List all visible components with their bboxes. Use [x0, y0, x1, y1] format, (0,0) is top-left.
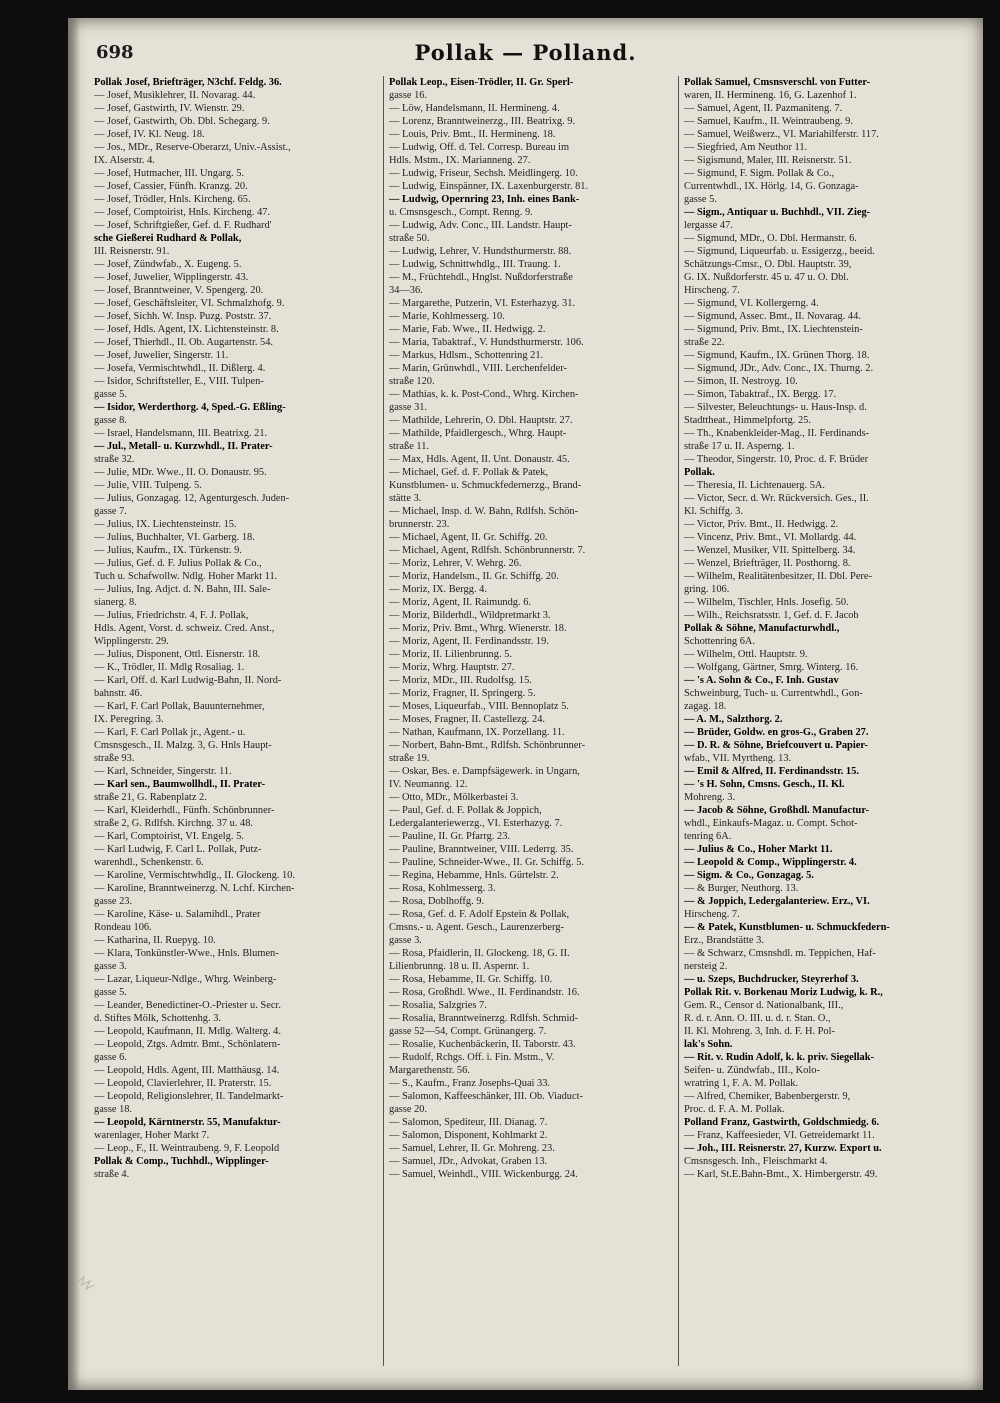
directory-entry: — Paul, Gef. d. F. Pollak & Joppich,: [389, 805, 542, 816]
directory-entry: — Karl Ludwig, F. Carl L. Pollak, Putz-: [94, 844, 262, 855]
directory-entry: — Leop., F., II. Weintraubeng. 9, F. Leopold: [94, 1143, 280, 1154]
directory-entry: — Samuel, Weinhdl., VIII. Wickenburgg. 24.: [389, 1169, 578, 1180]
directory-entry: Mohreng. 3.: [684, 792, 736, 803]
directory-entry: — Julius, Buchhalter, VI. Garberg. 18.: [94, 532, 255, 543]
directory-entry: — Moriz, Priv. Bmt., Whrg. Wienerstr. 18.: [389, 623, 567, 634]
directory-entry: — Karl sen., Baumwollhdl., II. Prater-: [94, 779, 266, 790]
directory-entry: — D. R. & Söhne, Briefcouvert u. Papier-: [684, 740, 869, 751]
directory-entry: — Sigmund, Liqueurfab. u. Essigerzg., beeid.: [684, 246, 875, 257]
directory-entry: — Wenzel, Musiker, VII. Spittelberg. 34.: [684, 545, 856, 556]
column-2: [389, 76, 672, 1376]
directory-entry: — & Joppich, Ledergalanteriew. Erz., VI.: [684, 896, 870, 907]
directory-entry: — Karoline, Käse- u. Salamihdl., Prater: [94, 909, 261, 920]
directory-entry: — Otto, MDr., Mölkerbastei 3.: [389, 792, 519, 803]
directory-entry: Hdls. Agent, Vorst. d. schweiz. Cred. Anst.,: [94, 623, 275, 634]
directory-entry: IX. Peregring. 3.: [94, 714, 164, 725]
directory-entry: Ledergalanteriewerzg., VI. Esterhazyg. 7.: [389, 818, 563, 829]
directory-entry: — Karoline, Vermischtwhdlg., II. Glockeng. 10.: [94, 870, 295, 881]
directory-entry: — Karoline, Branntweinerzg. N. Lchf. Kirchen-: [94, 883, 295, 894]
directory-entry: — Moriz, Fragner, II. Springerg. 5.: [389, 688, 536, 699]
directory-entry: — Th., Knabenkleider-Mag., II. Ferdinands-: [684, 428, 870, 439]
directory-entry: — Sigmund, JDr., Adv. Conc., IX. Thurng. 2.: [684, 363, 874, 374]
running-title: Pollak — Polland.: [414, 40, 637, 65]
directory-entry: — Karl, Comptoirist, VI. Engelg. 5.: [94, 831, 244, 842]
directory-entry: — Markus, Hdlsm., Schottenring 21.: [389, 350, 544, 361]
directory-entry: — Sigmund, F. Sigm. Pollak & Co.,: [684, 168, 835, 179]
directory-entry: gring. 106.: [684, 584, 730, 595]
directory-entry: — 's H. Sohn, Cmsns. Gesch., II. Kl.: [684, 779, 845, 790]
directory-entry: u. Cmsnsgesch., Compt. Renng. 9.: [389, 207, 533, 218]
directory-entry: — Karl, Schneider, Singerstr. 11.: [94, 766, 232, 777]
directory-entry: — Victor, Secr. d. Wr. Rückversich. Ges., II.: [684, 493, 869, 504]
directory-entry: — Ludwig, Friseur, Sechsh. Meidlingerg. 10.: [389, 168, 578, 179]
directory-entry: — Michael, Insp. d. W. Bahn, Rdlfsh. Schön-: [389, 506, 579, 517]
directory-entry: — Julius, Gef. d. F. Julius Pollak & Co.,: [94, 558, 262, 569]
directory-entry: Schweinburg, Tuch- u. Currentwhdl., Gon-: [684, 688, 863, 699]
directory-entry: — Ludwig, Einspänner, IX. Laxenburgerstr. 81.: [389, 181, 589, 192]
directory-entry: IX. Alserstr. 4.: [94, 155, 155, 166]
directory-entry: — Vincenz, Priv. Bmt., VI. Mollardg. 44.: [684, 532, 857, 543]
directory-entry: — Julius, IX. Liechtensteinstr. 15.: [94, 519, 237, 530]
directory-entry: Pollak Leop., Eisen-Trödler, II. Gr. Sperl-: [389, 77, 574, 88]
directory-entry: — Oskar, Bes. e. Dampfsägewerk. in Ungarn,: [389, 766, 580, 777]
directory-entry: — Moriz, II. Lilienbrunng. 5.: [389, 649, 512, 660]
directory-page: [68, 18, 983, 1390]
directory-entry: — Samuel, Agent, II. Pazmaniteng. 7.: [684, 103, 843, 114]
directory-entry: warenhdl., Schenkenstr. 6.: [94, 857, 204, 868]
directory-entry: — Leopold, Hdls. Agent, III. Matthäusg. 14.: [94, 1065, 280, 1076]
directory-entry: — u. Szeps, Buchdrucker, Steyrerhof 3.: [684, 974, 859, 985]
directory-columns: [94, 76, 974, 1376]
directory-entry: — Karl, F. Carl Pollak, Bauunternehmer,: [94, 701, 265, 712]
directory-entry: stätte 3.: [389, 493, 422, 504]
directory-entry: — Nathan, Kaufmann, IX. Porzellang. 11.: [389, 727, 565, 738]
directory-entry: — Lorenz, Branntweinerzg., III. Beatrixg. 9.: [389, 116, 576, 127]
directory-entry: — Karl, Off. d. Karl Ludwig-Bahn, II. Nord-: [94, 675, 282, 686]
directory-entry: — Josef, Comptoirist, Hnls. Kircheng. 47.: [94, 207, 271, 218]
directory-entry: — Ludwig, Schnittwhdlg., III. Traung. 1.: [389, 259, 561, 270]
directory-entry: — A. M., Salzthorg. 2.: [684, 714, 783, 725]
directory-entry: — Franz, Kaffeesieder, VI. Getreidemarkt 11.: [684, 1130, 875, 1141]
directory-entry: R. d. r. Ann. O. III. u. d. r. Stan. O.,: [684, 1013, 831, 1024]
directory-entry: — Jul., Metall- u. Kurzwhdl., II. Prater-: [94, 441, 273, 452]
directory-entry: — Moriz, Agent, II. Raimundg. 6.: [389, 597, 531, 608]
directory-entry: — Josef, Branntweiner, V. Spengerg. 20.: [94, 285, 264, 296]
directory-entry: G. IX. Nußdorferstr. 45 u. 47 u. O. Dbl.: [684, 272, 849, 283]
directory-entry: — Regina, Hebamme, Hnls. Gürtelstr. 2.: [389, 870, 559, 881]
directory-entry: — Samuel, Weißwerz., VI. Mariahilferstr. 117.: [684, 129, 879, 140]
directory-entry: gasse 3.: [389, 935, 422, 946]
directory-entry: Pollak & Söhne, Manufacturwhdl.,: [684, 623, 840, 634]
directory-entry: Pollak & Comp., Tuchhdl., Wipplinger-: [94, 1156, 269, 1167]
directory-entry: — Rosa, Kohlmesserg. 3.: [389, 883, 496, 894]
directory-entry: Schottenring 6A.: [684, 636, 755, 647]
directory-entry: — Leopold & Comp., Wipplingerstr. 4.: [684, 857, 857, 868]
directory-entry: — Julius, Friedrichstr. 4, F. J. Pollak,: [94, 610, 249, 621]
directory-entry: Polland Franz, Gastwirth, Goldschmiedg. 6.: [684, 1117, 880, 1128]
directory-entry: — Josef, Geschäftsleiter, VI. Schmalzhofg. 9.: [94, 298, 285, 309]
directory-entry: — Josef, Zündwfab., X. Eugeng. 5.: [94, 259, 242, 270]
directory-entry: — Wilhelm, Ottl. Hauptstr. 9.: [684, 649, 808, 660]
directory-entry: — Leopold, Kärntnerstr. 55, Manufaktur-: [94, 1117, 281, 1128]
directory-entry: Tuch u. Schafwollw. Ndlg. Hoher Markt 11.: [94, 571, 278, 582]
directory-entry: straße 22.: [684, 337, 725, 348]
directory-entry: — Isidor, Schriftsteller, E., VIII. Tulpen-: [94, 376, 264, 387]
directory-entry: — Israel, Handelsmann, III. Beatrixg. 21.: [94, 428, 268, 439]
directory-entry: Erz., Brandstätte 3.: [684, 935, 764, 946]
directory-entry: — Julius, Gonzagag. 12, Agenturgesch. Juden-: [94, 493, 290, 504]
directory-entry: — & Patek, Kunstblumen- u. Schmuckfedern-: [684, 922, 890, 933]
directory-entry: — Leopold, Religionslehrer, II. Tandelmarkt-: [94, 1091, 284, 1102]
directory-entry: straße 19.: [389, 753, 430, 764]
directory-entry: — Mathilde, Lehrerin, O. Dbl. Hauptstr. 27.: [389, 415, 573, 426]
directory-entry: — Maria, Tabaktraf., V. Hundsthurmerstr. 106.: [389, 337, 584, 348]
directory-entry: Gem. R., Censor d. Nationalbank, III.,: [684, 1000, 844, 1011]
directory-entry: — Moriz, Lehrer, V. Wehrg. 26.: [389, 558, 522, 569]
directory-entry: — Sigmund, Kaufm., IX. Grünen Thorg. 18.: [684, 350, 870, 361]
directory-entry: straße 120.: [389, 376, 435, 387]
directory-entry: — Moriz, Whrg. Hauptstr. 27.: [389, 662, 515, 673]
directory-entry: d. Stiftes Mölk, Schottenhg. 3.: [94, 1013, 221, 1024]
directory-entry: nersteig 2.: [684, 961, 728, 972]
directory-entry: straße 21, G. Rabenplatz 2.: [94, 792, 207, 803]
directory-entry: gasse 7.: [94, 506, 127, 517]
directory-entry: — Theodor, Singerstr. 10, Proc. d. F. Brüder: [684, 454, 869, 465]
directory-entry: gasse 18.: [94, 1104, 133, 1115]
directory-entry: — Klara, Tonkünstler-Wwe., Hnls. Blumen-: [94, 948, 279, 959]
directory-entry: — Rudolf, Rchgs. Off. i. Fin. Mstm., V.: [389, 1052, 555, 1063]
directory-entry: Lilienbrunng. 18 u. II. Aspernr. 1.: [389, 961, 530, 972]
column-1: [94, 76, 377, 1376]
directory-entry: — Rosa, Pfaidlerin, II. Glockeng. 18, G. II.: [389, 948, 570, 959]
directory-entry: lergasse 47.: [684, 220, 733, 231]
directory-entry: — Theresia, II. Lichtenauerg. 5A.: [684, 480, 825, 491]
directory-entry: — Sigmund, MDr., O. Dbl. Hermanstr. 6.: [684, 233, 857, 244]
directory-entry: — Wolfgang, Gärtner, Smrg. Winterg. 16.: [684, 662, 859, 673]
directory-entry: gasse 20.: [389, 1104, 428, 1115]
directory-entry: — Sigmund, Priv. Bmt., IX. Liechtenstein-: [684, 324, 863, 335]
directory-entry: — Josefa, Vermischtwhdl., II. Dißlerg. 4.: [94, 363, 266, 374]
directory-entry: — Karl, St.E.Bahn-Bmt., X. Himbergerstr. 49.: [684, 1169, 878, 1180]
directory-entry: — Alfred, Chemiker, Babenbergerstr. 9,: [684, 1091, 851, 1102]
directory-entry: Rondeau 106.: [94, 922, 152, 933]
directory-entry: — Löw, Handelsmann, II. Hermineng. 4.: [389, 103, 560, 114]
directory-entry: — Victor, Priv. Bmt., II. Hedwigg. 2.: [684, 519, 839, 530]
directory-entry: — Leopold, Clavierlehrer, II. Praterstr. 15.: [94, 1078, 272, 1089]
directory-entry: — Pauline, Branntweiner, VIII. Lederrg. 35.: [389, 844, 574, 855]
directory-entry: Currentwhdl., IX. Hörlg. 14, G. Gonzaga-: [684, 181, 859, 192]
directory-entry: gasse 6.: [94, 1052, 127, 1063]
directory-entry: — Wilh., Reichsratsstr. 1, Gef. d. F. Jacob: [684, 610, 859, 621]
directory-entry: straße 32.: [94, 454, 135, 465]
directory-entry: gasse 23.: [94, 896, 133, 907]
directory-entry: — Moses, Liqueurfab., VIII. Bennoplatz 5.: [389, 701, 569, 712]
directory-entry: — Ludwig, Lehrer, V. Hundsthurmerstr. 88.: [389, 246, 572, 257]
directory-entry: straße 2, G. Rdlfsh. Kirchng. 37 u. 48.: [94, 818, 254, 829]
directory-entry: whdl., Einkaufs-Magaz. u. Compt. Schot-: [684, 818, 858, 829]
directory-entry: — Julius, Disponent, Ottl. Eisnerstr. 18.: [94, 649, 261, 660]
directory-entry: straße 50.: [389, 233, 430, 244]
directory-entry: warenlager, Hoher Markt 7.: [94, 1130, 210, 1141]
column-3: [684, 76, 967, 1376]
directory-entry: — Samuel, Kaufm., II. Weintraubeng. 9.: [684, 116, 853, 127]
directory-entry: straße 17 u. II. Asperng. 1.: [684, 441, 795, 452]
directory-entry: Seifen- u. Zündwfab., III., Kolo-: [684, 1065, 820, 1076]
directory-entry: brunnerstr. 23.: [389, 519, 450, 530]
directory-entry: — Josef, IV. Kl. Neug. 18.: [94, 129, 205, 140]
directory-entry: — Salomon, Spediteur, III. Dianag. 7.: [389, 1117, 548, 1128]
directory-entry: — Pauline, Schneider-Wwe., II. Gr. Schiffg. 5.: [389, 857, 584, 868]
directory-entry: — Michael, Agent, Rdlfsh. Schönbrunnerstr. 7.: [389, 545, 586, 556]
directory-entry: — Moriz, Agent, II. Ferdinandsstr. 19.: [389, 636, 549, 647]
directory-entry: — Rosalie, Kuchenbäckerin, II. Taborstr. 43.: [389, 1039, 576, 1050]
directory-entry: — Isidor, Werderthorg. 4, Sped.-G. Eßling-: [94, 402, 286, 413]
directory-entry: — Simon, Tabaktraf., IX. Bergg. 17.: [684, 389, 837, 400]
directory-entry: — Josef, Trödler, Hnls. Kircheng. 65.: [94, 194, 251, 205]
directory-entry: wratring 1, F. A. M. Pollak.: [684, 1078, 799, 1089]
directory-entry: — Norbert, Bahn-Bmt., Rdlfsh. Schönbrunner-: [389, 740, 586, 751]
directory-entry: — Leopold, Ztgs. Admtr. Bmt., Schönlatern-: [94, 1039, 281, 1050]
directory-entry: Schätzungs-Cmsr., O. Dbl. Hauptstr. 39,: [684, 259, 852, 270]
directory-entry: Cmsnsgesch. Inh., Fleischmarkt 4.: [684, 1156, 828, 1167]
directory-entry: — Sigmund, VI. Kollergerng. 4.: [684, 298, 819, 309]
directory-entry: II. Kl. Mohreng. 3, Inh. d. F. H. Pol-: [684, 1026, 835, 1037]
directory-entry: Margarethenstr. 56.: [389, 1065, 470, 1076]
directory-entry: — Rosa, Hebamme, II. Gr. Schiffg. 10.: [389, 974, 553, 985]
directory-entry: gasse 5.: [94, 389, 127, 400]
directory-entry: — 's A. Sohn & Co., F. Inh. Gustav: [684, 675, 839, 686]
directory-entry: Pollak Josef, Briefträger, N3chf. Feldg. 36.: [94, 77, 282, 88]
directory-entry: — Julie, MDr. Wwe., II. O. Donaustr. 95.: [94, 467, 267, 478]
directory-entry: gasse 3.: [94, 961, 127, 972]
directory-entry: gasse 16.: [389, 90, 428, 101]
directory-entry: Hirscheng. 7.: [684, 285, 740, 296]
directory-entry: gasse 8.: [94, 415, 127, 426]
directory-entry: — Ludwig, Opernring 23, Inh. eines Bank-: [389, 194, 580, 205]
column-divider: [383, 76, 384, 1366]
directory-entry: tenring 6A.: [684, 831, 732, 842]
directory-entry: — Josef, Thierhdl., II. Ob. Augartenstr. 54.: [94, 337, 274, 348]
directory-entry: — Moriz, MDr., III. Rudolfsg. 15.: [389, 675, 532, 686]
directory-entry: — Rosalia, Branntweinerzg. Rdlfsh. Schmid-: [389, 1013, 579, 1024]
directory-entry: — Leopold, Kaufmann, II. Mdlg. Walterg. 4.: [94, 1026, 281, 1037]
directory-entry: — Joh., III. Reisnerstr. 27, Kurzw. Export u.: [684, 1143, 882, 1154]
directory-entry: — Karl, Kleiderhdl., Fünfh. Schönbrunner-: [94, 805, 275, 816]
directory-entry: — Wenzel, Briefträger, II. Posthorng. 8.: [684, 558, 851, 569]
directory-entry: Hirscheng. 7.: [684, 909, 740, 920]
directory-entry: — Pauline, II. Gr. Pfarrg. 23.: [389, 831, 511, 842]
directory-entry: — Wilhelm, Tischler, Hnls. Josefig. 50.: [684, 597, 849, 608]
directory-entry: — Siegfried, Am Neuthor 11.: [684, 142, 808, 153]
directory-entry: — Brüder, Goldw. en gros-G., Graben 27.: [684, 727, 869, 738]
directory-entry: IV. Neumanng. 12.: [389, 779, 468, 790]
directory-entry: — Moriz, Bilderhdl., Wildpretmarkt 3.: [389, 610, 551, 621]
directory-entry: — Marin, Grünwhdl., VIII. Lerchenfelder-: [389, 363, 567, 374]
directory-entry: — Josef, Juwelier, Wipplingerstr. 43.: [94, 272, 249, 283]
directory-entry: — Julie, VIII. Tulpeng. 5.: [94, 480, 202, 491]
directory-entry: — Rosa, Großhdl. Wwe., II. Ferdinandstr. 16.: [389, 987, 580, 998]
directory-entry: straße 11.: [389, 441, 430, 452]
directory-entry: — Josef, Gastwirth, Ob. Dbl. Schegarg. 9.: [94, 116, 270, 127]
directory-entry: bahnstr. 46.: [94, 688, 143, 699]
directory-entry: — Moses, Fragner, II. Castellezg. 24.: [389, 714, 545, 725]
directory-entry: — Rosa, Gef. d. F. Adolf Epstein & Pollak,: [389, 909, 570, 920]
directory-entry: — Josef, Cassier, Fünfh. Kranzg. 20.: [94, 181, 248, 192]
directory-entry: wfab., VII. Myrtheng. 13.: [684, 753, 792, 764]
directory-entry: — Silvester, Beleuchtungs- u. Haus-Insp. d.: [684, 402, 867, 413]
directory-entry: — Mathilde, Pfaidlergesch., Whrg. Haupt-: [389, 428, 567, 439]
directory-entry: gasse 5.: [684, 194, 717, 205]
directory-entry: — Louis, Priv. Bmt., II. Hermineng. 18.: [389, 129, 556, 140]
directory-entry: — & Burger, Neuthorg. 13.: [684, 883, 799, 894]
directory-entry: lak's Sohn.: [684, 1039, 733, 1050]
page-edge-shadow: [68, 18, 80, 1390]
directory-entry: — Josef, Sichh. W. Insp. Puzg. Poststr. 37.: [94, 311, 272, 322]
directory-entry: — Leander, Benedictiner-O.-Priester u. Secr.: [94, 1000, 281, 1011]
directory-entry: Pollak Rit. v. Borkenau Moriz Ludwig, k. R.,: [684, 987, 883, 998]
directory-entry: — Julius, Ing. Adjct. d. N. Bahn, III. Sale-: [94, 584, 271, 595]
directory-entry: waren, II. Hermineng. 16, G. Lazenhof 1.: [684, 90, 857, 101]
directory-entry: — M., Früchtehdl., Hnglst. Nußdorferstraße: [389, 272, 573, 283]
directory-entry: Kunstblumen- u. Schmuckfedernerzg., Brand-: [389, 480, 582, 491]
directory-entry: — Lazar, Liqueur-Ndlge., Whrg. Weinberg-: [94, 974, 277, 985]
directory-entry: — Karl, F. Carl Pollak jr., Agent.- u.: [94, 727, 246, 738]
directory-entry: — & Schwarz, Cmsnshdl. m. Teppichen, Haf-: [684, 948, 876, 959]
directory-entry: — Julius & Co., Hoher Markt 11.: [684, 844, 833, 855]
directory-entry: — Samuel, JDr., Advokat, Graben 13.: [389, 1156, 548, 1167]
directory-entry: — Marie, Kohlmesserg. 10.: [389, 311, 505, 322]
directory-entry: zagag. 18.: [684, 701, 727, 712]
directory-entry: — Salomon, Kaffeeschänker, III. Ob. Viaduct-: [389, 1091, 583, 1102]
directory-entry: gasse 52—54, Compt. Grünangerg. 7.: [389, 1026, 547, 1037]
directory-entry: — Michael, Agent, II. Gr. Schiffg. 20.: [389, 532, 548, 543]
directory-entry: — Michael, Gef. d. F. Pollak & Patek,: [389, 467, 549, 478]
directory-entry: — Julius, Kaufm., IX. Türkenstr. 9.: [94, 545, 242, 556]
directory-entry: — Ludwig, Adv. Conc., III. Landstr. Haupt-: [389, 220, 572, 231]
directory-entry: — Emil & Alfred, II. Ferdinandsstr. 15.: [684, 766, 859, 777]
directory-entry: Pollak.: [684, 467, 715, 478]
directory-entry: — Josef, Juwelier, Singerstr. 11.: [94, 350, 229, 361]
directory-entry: — Samuel, Lehrer, II. Gr. Mohreng. 23.: [389, 1143, 555, 1154]
directory-entry: Stadttheat., Himmelpfortg. 25.: [684, 415, 811, 426]
directory-entry: Cmsns.- u. Agent. Gesch., Laurenzerberg-: [389, 922, 564, 933]
directory-entry: Proc. d. F. A. M. Pollak.: [684, 1104, 785, 1115]
directory-entry: — Simon, II. Nestroyg. 10.: [684, 376, 798, 387]
directory-entry: — Rosa, Doblhoffg. 9.: [389, 896, 485, 907]
directory-entry: — Sigmund, Assec. Bmt., II. Novarag. 44.: [684, 311, 861, 322]
page-number: 698: [96, 42, 134, 63]
directory-entry: 34—36.: [389, 285, 423, 296]
directory-entry: sianerg. 8.: [94, 597, 137, 608]
directory-entry: Pollak Samuel, Cmsnsverschl. von Futter-: [684, 77, 871, 88]
directory-entry: — Josef, Gastwirth, IV. Wienstr. 29.: [94, 103, 245, 114]
directory-entry: — Moriz, IX. Bergg. 4.: [389, 584, 487, 595]
directory-entry: — Katharina, II. Ruepyg. 10.: [94, 935, 216, 946]
scan-speck-mark: [72, 1273, 106, 1293]
directory-entry: — Jacob & Söhne, Großhdl. Manufactur-: [684, 805, 870, 816]
directory-entry: III. Reisnerstr. 91.: [94, 246, 170, 257]
column-divider: [678, 76, 679, 1366]
directory-entry: — Josef, Hdls. Agent, IX. Lichtensteinstr. 8.: [94, 324, 279, 335]
page-header: [68, 38, 983, 70]
directory-entry: — Josef, Musiklehrer, II. Novarag. 44.: [94, 90, 256, 101]
directory-entry: Kl. Schiffg. 3.: [684, 506, 743, 517]
directory-entry: straße 93.: [94, 753, 135, 764]
directory-entry: straße 4.: [94, 1169, 130, 1180]
directory-entry: Wipplingerstr. 29.: [94, 636, 169, 647]
directory-entry: — Mathias, k. k. Post-Cond., Whrg. Kirchen-: [389, 389, 579, 400]
directory-entry: Cmsnsgesch., II. Malzg. 3, G. Hnls Haupt-: [94, 740, 272, 751]
directory-entry: gasse 31.: [389, 402, 428, 413]
directory-entry: — Rit. v. Rudin Adolf, k. k. priv. Siegellak-: [684, 1052, 874, 1063]
directory-entry: — Ludwig, Off. d. Tel. Corresp. Bureau im: [389, 142, 570, 153]
directory-entry: — Moriz, Handelsm., II. Gr. Schiffg. 20.: [389, 571, 559, 582]
directory-entry: — Josef, Hutmacher, III. Ungarg. 5.: [94, 168, 245, 179]
directory-entry: Hdls. Mstm., IX. Marianneng. 27.: [389, 155, 531, 166]
directory-entry: — Margarethe, Putzerin, VI. Esterhazyg. 31.: [389, 298, 576, 309]
directory-entry: — Wilhelm, Realitätenbesitzer, II. Dbl. Pere-: [684, 571, 872, 582]
directory-entry: — Sigm., Antiquar u. Buchhdl., VII. Zieg-: [684, 207, 871, 218]
directory-entry: — Marie, Fab. Wwe., II. Hedwigg. 2.: [389, 324, 546, 335]
directory-entry: — Rosalia, Salzgries 7.: [389, 1000, 487, 1011]
directory-entry: — Sigm. & Co., Gonzagag. 5.: [684, 870, 814, 881]
directory-entry: — Jos., MDr., Reserve-Oberarzt, Univ.-Assist.,: [94, 142, 291, 153]
directory-entry: sche Gießerei Rudhard & Pollak,: [94, 233, 242, 244]
directory-entry: — Salomon, Disponent, Kohlmarkt 2.: [389, 1130, 548, 1141]
directory-entry: gasse 5.: [94, 987, 127, 998]
directory-entry: — Josef, Schriftgießer, Gef. d. F. Rudhard': [94, 220, 272, 231]
directory-entry: — Sigismund, Maler, III. Reisnerstr. 51.: [684, 155, 852, 166]
directory-entry: — K., Trödler, II. Mdlg Rosaliag. 1.: [94, 662, 245, 673]
directory-entry: — S., Kaufm., Franz Josephs-Quai 33.: [389, 1078, 551, 1089]
directory-entry: — Max, Hdls. Agent, II. Unt. Donaustr. 45.: [389, 454, 570, 465]
